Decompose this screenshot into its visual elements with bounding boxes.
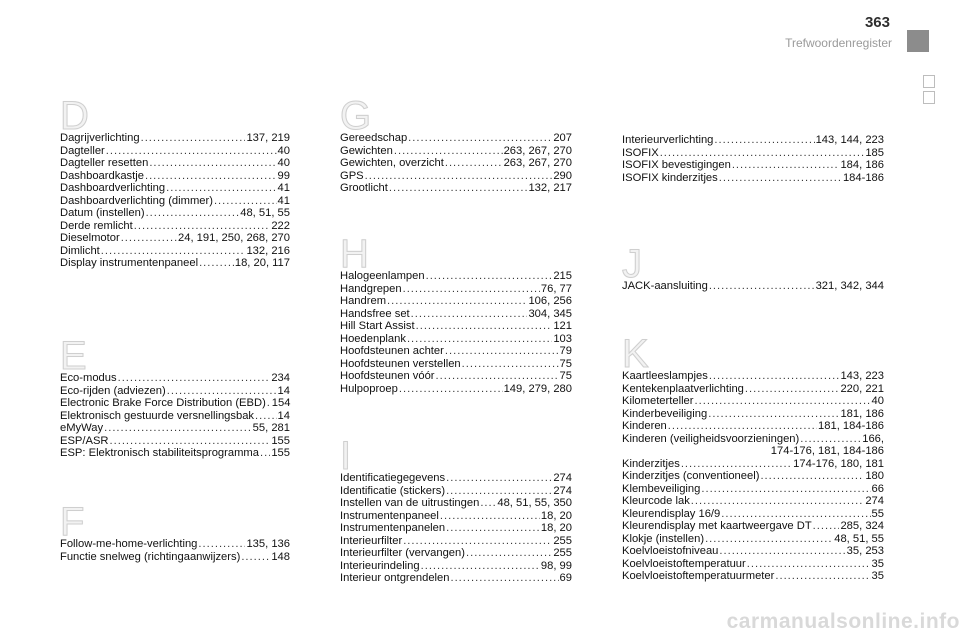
index-entries	[60, 132, 290, 270]
index-pages: 132, 216	[246, 244, 290, 257]
index-entry	[340, 572, 572, 585]
index-entries	[340, 132, 572, 195]
index-pages: 79	[559, 345, 572, 357]
index-entry	[340, 358, 572, 371]
index-pages: 263, 267, 270	[503, 144, 572, 157]
index-term: Koelvloeistoftemperatuurmeter	[622, 570, 775, 582]
index-pages: 41	[277, 194, 290, 207]
dot-leader	[709, 370, 840, 383]
index-group-k	[622, 332, 884, 583]
index-pages: 148	[271, 550, 290, 563]
index-entry	[340, 182, 572, 195]
index-pages: 18, 20	[540, 509, 572, 522]
index-term: Derde remlicht	[60, 219, 133, 232]
dot-leader	[408, 132, 552, 145]
dot-leader	[167, 385, 277, 398]
index-term: GPS	[340, 169, 364, 182]
index-pages: 321, 342, 344	[815, 280, 884, 292]
index-entry	[340, 270, 572, 283]
dot-leader	[198, 538, 245, 551]
index-pages: 155	[271, 434, 290, 447]
index-entry	[340, 497, 572, 510]
index-term: ISOFIX kinderzitjes	[622, 171, 718, 184]
dot-leader	[199, 257, 234, 270]
index-entry	[622, 147, 884, 160]
dot-leader	[732, 159, 840, 172]
index-term: Klembeveiliging	[622, 482, 701, 495]
index-term: Kentekenplaatverlichting	[622, 382, 744, 395]
index-term: Dashboardverlichting	[60, 182, 166, 194]
index-pages: 76, 77	[540, 282, 572, 295]
page-number: 363	[864, 14, 890, 31]
index-pages: 166,	[862, 432, 884, 445]
index-entry	[622, 280, 884, 293]
index-group-i	[340, 434, 572, 585]
dot-leader	[407, 333, 552, 346]
index-term: Interieur ontgrendelen	[340, 572, 450, 584]
index-entry	[622, 520, 884, 533]
dot-leader	[214, 195, 277, 208]
index-pages: 99	[277, 169, 290, 182]
index-entry	[60, 447, 290, 460]
index-pages: 55	[871, 507, 884, 520]
index-entry	[622, 458, 884, 471]
index-letter: F	[60, 500, 85, 544]
index-entry	[622, 172, 884, 185]
index-term: ISOFIX	[622, 146, 659, 159]
index-letter: K	[622, 332, 649, 376]
dot-leader	[445, 157, 503, 170]
index-entry	[60, 195, 290, 208]
index-pages: 143, 144, 223	[815, 134, 884, 146]
dot-leader	[719, 545, 845, 558]
index-entries	[622, 280, 884, 293]
chapter-tab	[907, 30, 929, 52]
dot-leader	[411, 308, 528, 321]
index-pages: 121	[553, 320, 572, 332]
index-term: eMyWay	[60, 422, 104, 434]
index-term: ISOFIX bevestigingen	[622, 159, 731, 171]
index-pages: 40	[277, 157, 290, 169]
dot-leader	[446, 522, 540, 535]
dot-leader	[668, 420, 817, 433]
index-letter: E	[60, 334, 87, 378]
index-term: Dagrijverlichting	[60, 132, 140, 144]
index-pages: 18, 20, 117	[234, 257, 290, 269]
index-pages: 290	[553, 169, 572, 182]
dot-leader	[775, 570, 870, 583]
dot-leader	[403, 535, 552, 548]
index-pages: 143, 223	[840, 370, 884, 382]
index-entry	[340, 535, 572, 548]
dot-leader	[800, 433, 861, 446]
index-pages: 35	[871, 570, 884, 582]
index-group-i-continued	[622, 134, 884, 184]
index-pages: 41	[277, 182, 290, 194]
index-group-e	[60, 334, 291, 460]
index-entry	[622, 570, 884, 583]
index-entries	[622, 370, 884, 583]
index-term: Halogeenlampen	[340, 270, 425, 282]
index-term: Kilometerteller	[622, 395, 694, 407]
index-term: Dagteller resetten	[60, 157, 149, 169]
index-entries	[622, 134, 884, 184]
dot-leader	[446, 485, 552, 498]
index-group-d	[60, 94, 290, 270]
index-pages: 174-176, 180, 181	[793, 457, 884, 470]
index-term: Gewichten, overzicht	[340, 157, 444, 169]
index-entry	[622, 545, 884, 558]
index-entry	[60, 397, 290, 410]
index-pages: 181, 184-186	[818, 420, 884, 432]
index-entry	[60, 220, 290, 233]
index-entry	[622, 159, 884, 172]
index-term: Interieurindeling	[340, 559, 420, 572]
index-pages: 274	[553, 484, 572, 497]
index-pages: 69	[559, 572, 572, 584]
index-entry	[60, 157, 290, 170]
index-entry	[60, 132, 290, 145]
dot-leader	[719, 172, 842, 185]
index-term: Display instrumentenpaneel	[60, 257, 199, 269]
index-entry	[340, 333, 572, 346]
index-term: Gewichten	[340, 144, 393, 157]
index-group-h	[340, 232, 572, 395]
index-pages: 106, 256	[528, 295, 572, 307]
index-entries	[340, 472, 572, 585]
index-term: Elektronisch gestuurde versnellingsbak	[60, 409, 255, 422]
index-entry	[622, 395, 884, 408]
index-term: Identificatie (stickers)	[340, 484, 446, 497]
index-pages: 185	[865, 146, 884, 159]
index-term: Dashboardverlichting (dimmer)	[60, 194, 213, 207]
index-entry	[60, 385, 290, 398]
index-entry	[622, 558, 884, 571]
index-letter: D	[60, 94, 89, 138]
index-entry	[340, 308, 572, 321]
index-term: Functie snelweg (richtingaanwijzers)	[60, 550, 241, 563]
index-pages: 215	[553, 270, 572, 282]
index-term: ESP: Elektronisch stabiliteitsprogramma	[60, 447, 259, 459]
dot-leader	[480, 497, 496, 510]
index-entry	[340, 547, 572, 560]
index-term: Kinderzitjes (conventioneel)	[622, 470, 760, 482]
index-entry	[60, 422, 290, 435]
dot-leader	[399, 383, 503, 396]
index-pages: 285, 324	[840, 520, 884, 532]
index-entry	[622, 470, 884, 483]
index-entry	[60, 145, 290, 158]
index-pages: 181, 186	[840, 407, 884, 420]
index-pages: 180	[865, 470, 884, 482]
index-term: Handrem	[340, 295, 387, 307]
index-term: Dimlicht	[60, 244, 100, 257]
index-entry	[622, 495, 884, 508]
index-entry	[60, 551, 290, 564]
section-title: Trefwoordenregister	[785, 36, 892, 50]
index-entry	[340, 370, 572, 383]
index-term: Gereedschap	[340, 132, 408, 144]
dot-leader	[721, 508, 870, 521]
dot-leader	[708, 408, 839, 421]
index-letter: H	[340, 232, 369, 276]
index-term: Hoofdsteunen verstellen	[340, 357, 461, 370]
dot-leader	[440, 510, 540, 523]
index-entry	[60, 435, 290, 448]
index-term: Instrumentenpanelen	[340, 522, 446, 534]
index-term: Handgrepen	[340, 282, 402, 295]
index-letter: J	[622, 242, 642, 286]
index-entry	[340, 472, 572, 485]
index-pages: 263, 267, 270	[503, 157, 572, 169]
index-entry	[622, 483, 884, 496]
dot-leader	[101, 245, 246, 258]
index-entry	[622, 420, 884, 433]
index-entry	[340, 283, 572, 296]
index-entry	[622, 383, 884, 396]
index-pages: 149, 279, 280	[503, 382, 572, 395]
index-entry	[340, 320, 572, 333]
index-entries	[340, 270, 572, 395]
dot-leader	[813, 520, 840, 533]
dot-leader	[255, 410, 277, 423]
index-entry	[340, 157, 572, 170]
index-pages: 40	[871, 395, 884, 407]
index-entry	[340, 132, 572, 145]
index-pages: 155	[271, 447, 290, 459]
index-pages: 304, 345	[528, 307, 572, 320]
dot-leader	[146, 207, 240, 220]
dot-leader	[118, 372, 271, 385]
index-term: Datum (instellen)	[60, 207, 145, 219]
index-letter: I	[340, 434, 352, 478]
index-term: Kinderzitjes	[622, 457, 680, 470]
index-pages: 207	[553, 132, 572, 144]
index-entry	[622, 370, 884, 383]
index-entry	[340, 145, 572, 158]
index-term: Hulpoproep	[340, 382, 398, 395]
index-entry	[60, 207, 290, 220]
index-entry	[340, 170, 572, 183]
index-pages: 220, 221	[840, 382, 884, 395]
index-term: Hoofdsteunen achter	[340, 345, 444, 357]
index-pages: 75	[559, 370, 572, 382]
index-term: Handsfree set	[340, 307, 410, 320]
index-term: Klokje (instellen)	[622, 532, 705, 545]
index-pages: 35, 253	[846, 545, 884, 557]
index-term: Kaartleeslampjes	[622, 370, 708, 382]
index-term: Interieurfilter	[340, 534, 403, 547]
dot-leader	[260, 447, 270, 460]
index-entry	[60, 538, 290, 551]
index-term: Instrumentenpaneel	[340, 509, 439, 522]
dot-leader	[691, 495, 865, 508]
index-term: Follow-me-home-verlichting	[60, 538, 198, 550]
dot-leader	[466, 547, 552, 560]
index-entry	[622, 508, 884, 521]
index-entry	[340, 383, 572, 396]
watermark: carmanualsonline.info	[726, 610, 960, 633]
index-pages: 66	[871, 482, 884, 495]
index-term: Kleurcode lak	[622, 495, 690, 507]
index-entry	[60, 410, 290, 423]
index-term: Kinderbeveiliging	[622, 407, 708, 420]
index-pages: 184, 186	[840, 159, 884, 171]
index-term: Identificatiegegevens	[340, 472, 446, 484]
index-pages: 135, 136	[246, 538, 290, 550]
index-pages: 40	[277, 144, 290, 157]
index-term: ESP/ASR	[60, 434, 109, 447]
index-pages: 48, 51, 55	[834, 532, 884, 545]
index-term: Hill Start Assist	[340, 320, 415, 332]
index-term: Kinderen	[622, 420, 667, 432]
dot-leader	[403, 283, 540, 296]
index-entry	[340, 510, 572, 523]
dot-leader	[714, 134, 814, 147]
index-pages: 137, 219	[246, 132, 290, 144]
index-term: Kinderen (veiligheidsvoorzieningen)	[622, 432, 800, 445]
dot-leader	[709, 280, 815, 293]
index-pages: 132, 217	[528, 182, 572, 194]
index-pages: 154	[271, 397, 291, 409]
dot-leader	[394, 145, 503, 158]
dot-leader	[387, 295, 527, 308]
dot-leader	[701, 483, 870, 496]
chapter-tab-inactive	[923, 75, 935, 88]
chapter-tab-inactive	[923, 91, 935, 104]
index-letter: G	[340, 94, 372, 138]
index-pages: 55, 281	[252, 422, 290, 434]
index-term: Eco-modus	[60, 372, 117, 384]
index-pages: 24, 191, 250, 268, 270	[178, 232, 290, 244]
index-pages: 14	[277, 384, 290, 397]
index-entry	[622, 433, 884, 446]
index-entry	[60, 182, 290, 195]
index-term: JACK-aansluiting	[622, 280, 708, 292]
dot-leader	[681, 458, 792, 471]
index-entry	[340, 345, 572, 358]
index-group-j	[622, 242, 884, 293]
index-entry	[60, 170, 290, 183]
dot-leader	[745, 383, 840, 396]
dot-leader	[462, 358, 559, 371]
index-entry	[60, 372, 290, 385]
dot-leader	[705, 533, 833, 546]
index-term: Dagteller	[60, 144, 105, 157]
index-term: Grootlicht	[340, 182, 388, 194]
index-pages: 48, 51, 55, 350	[497, 497, 572, 509]
index-group-f	[60, 500, 290, 563]
dot-leader	[660, 147, 865, 160]
index-entry	[60, 257, 290, 270]
index-entry	[622, 445, 884, 458]
index-entry	[622, 134, 884, 147]
index-pages: 48, 51, 55	[240, 207, 290, 219]
dot-leader	[166, 182, 276, 195]
index-term: Interieurverlichting	[622, 134, 714, 146]
dot-leader	[110, 435, 271, 448]
index-entry	[60, 245, 290, 258]
index-entry	[622, 408, 884, 421]
dot-leader	[149, 157, 276, 170]
index-term: Dieselmotor	[60, 232, 120, 244]
dot-leader	[134, 220, 271, 233]
index-term: Kleurendisplay 16/9	[622, 507, 721, 520]
dot-leader	[241, 551, 270, 564]
dot-leader	[104, 422, 252, 435]
index-pages: 98, 99	[540, 559, 572, 572]
dot-leader	[436, 370, 559, 383]
index-term: Instellen van de uitrustingen	[340, 497, 480, 509]
dot-leader	[421, 560, 540, 573]
index-pages: 103	[553, 332, 572, 345]
index-entries	[60, 372, 290, 460]
dot-leader	[450, 572, 558, 585]
index-pages: 75	[559, 357, 572, 370]
dot-leader	[145, 170, 277, 183]
dot-leader	[695, 395, 871, 408]
index-pages: 234	[271, 372, 290, 384]
index-pages: 255	[553, 547, 572, 559]
index-term: Koelvloeistoftemperatuur	[622, 557, 746, 570]
index-pages: 35	[871, 557, 884, 570]
index-pages: 222	[271, 219, 290, 232]
dot-leader	[141, 132, 246, 145]
index-term: Electronic Brake Force Distribution (EBD)	[60, 397, 266, 409]
dot-leader	[121, 232, 177, 245]
index-group-g	[340, 94, 572, 195]
index-term: Eco-rijden (adviezen)	[60, 384, 166, 397]
dot-leader	[426, 270, 553, 283]
dot-leader	[389, 182, 528, 195]
dot-leader	[446, 472, 552, 485]
index-entry	[340, 522, 572, 535]
index-term: Koelvloeistofniveau	[622, 545, 719, 557]
dot-leader	[267, 397, 271, 410]
dot-leader	[747, 558, 871, 571]
index-entry	[622, 533, 884, 546]
index-entry	[340, 485, 572, 498]
index-entry	[60, 232, 290, 245]
index-entry	[340, 560, 572, 573]
index-term: Hoofdsteunen vóór	[340, 370, 435, 382]
dot-leader	[760, 470, 864, 483]
dot-leader	[416, 320, 553, 333]
index-pages: 18, 20	[540, 522, 572, 534]
index-pages: 255	[553, 534, 572, 547]
index-term: Hoedenplank	[340, 332, 406, 345]
index-pages: 274	[865, 495, 884, 507]
index-term: Dashboardkastje	[60, 169, 144, 182]
index-pages: 174-176, 181, 184-186	[770, 445, 884, 457]
dot-leader	[106, 145, 277, 158]
index-term: Interieurfilter (vervangen)	[340, 547, 465, 559]
dot-leader	[445, 345, 559, 358]
dot-leader	[365, 170, 553, 183]
index-term: Kleurendisplay met kaartweergave DT	[622, 520, 812, 532]
index-pages: 274	[553, 472, 572, 484]
index-pages: 184-186	[842, 171, 884, 184]
index-pages: 14	[277, 409, 290, 422]
index-entry	[340, 295, 572, 308]
index-entries	[60, 538, 290, 563]
